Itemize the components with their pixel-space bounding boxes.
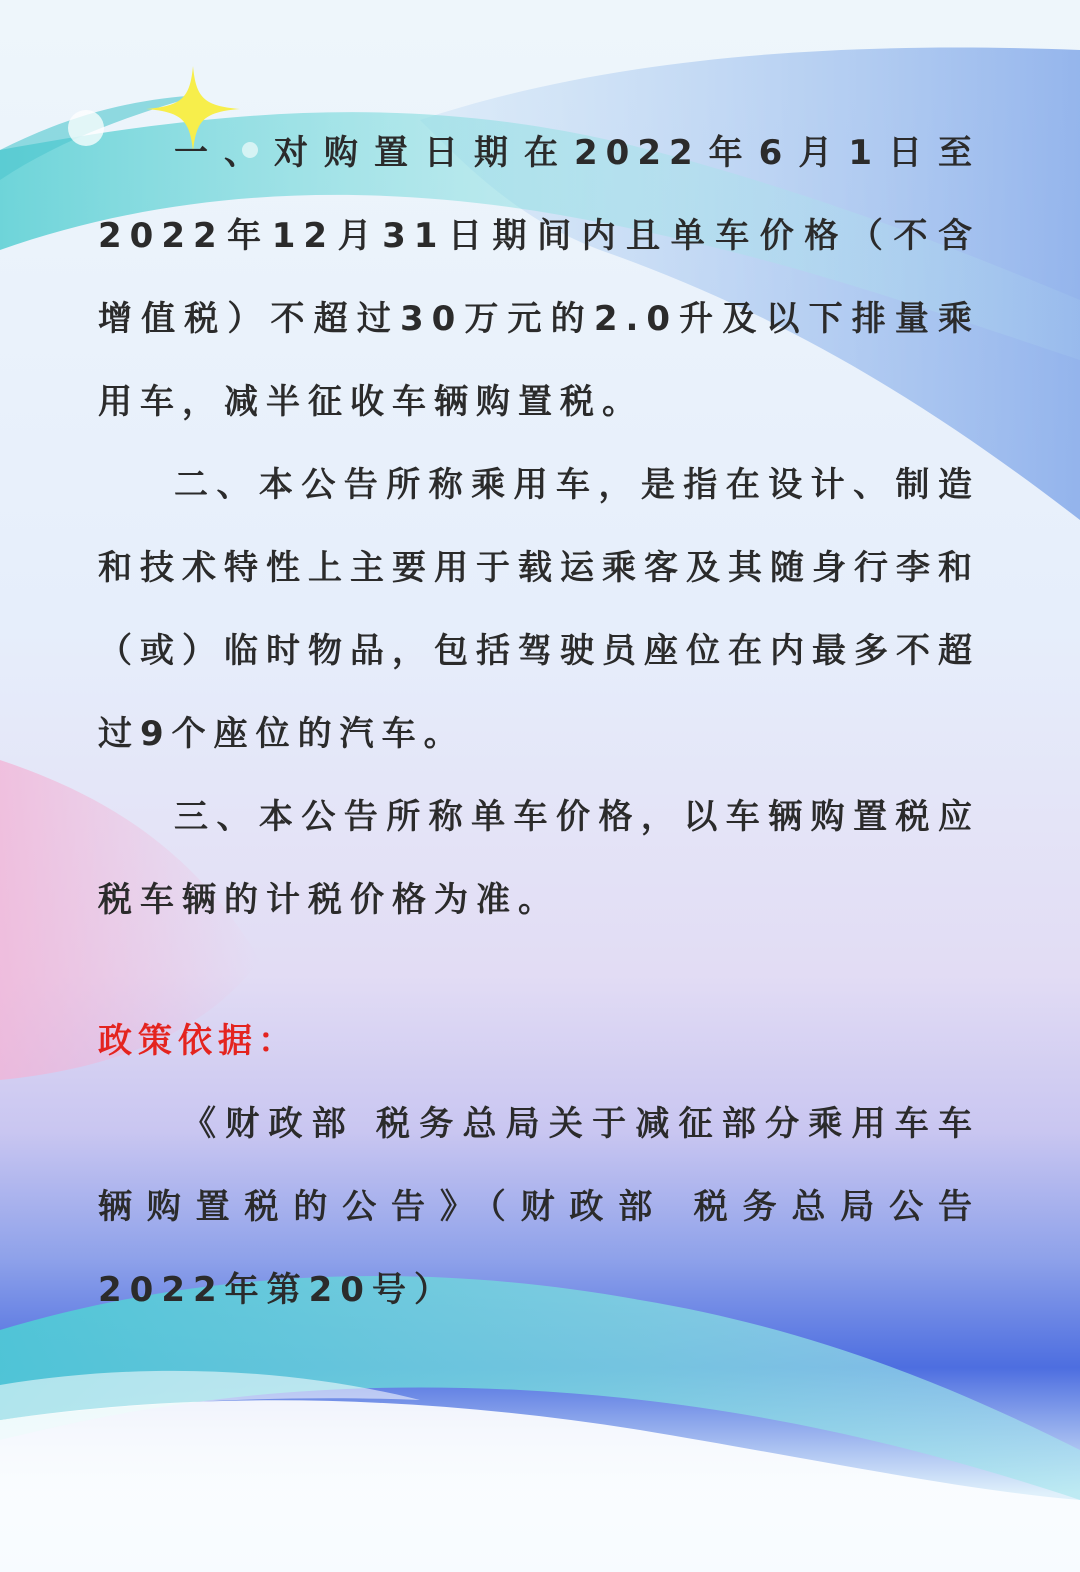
policy-basis-title: 政策依据： (98, 1021, 298, 1061)
paragraph-2: 二、本公告所称乘用车，是指在设计、制造和技术特性上主要用于载运乘客及其随身行李和（或）临时物品，包括驾驶员座位在内最多不超过9个座位的汽车。 (98, 465, 980, 754)
announcement-body (98, 112, 980, 1332)
paragraph-3: 三、本公告所称单车价格，以车辆购置税应税车辆的计税价格为准。 (98, 797, 980, 920)
paragraph-1: 一、对购置日期在2022年6月1日至2022年12月31日期间内且单车价格（不含增值税）不超过30万元的2.0升及以下排量乘用车，减半征收车辆购置税。 (98, 133, 980, 422)
policy-basis-text: 《财政部 税务总局关于减征部分乘用车车辆购置税的公告》（财政部 税务总局公告2022年第20号） (98, 1104, 980, 1310)
